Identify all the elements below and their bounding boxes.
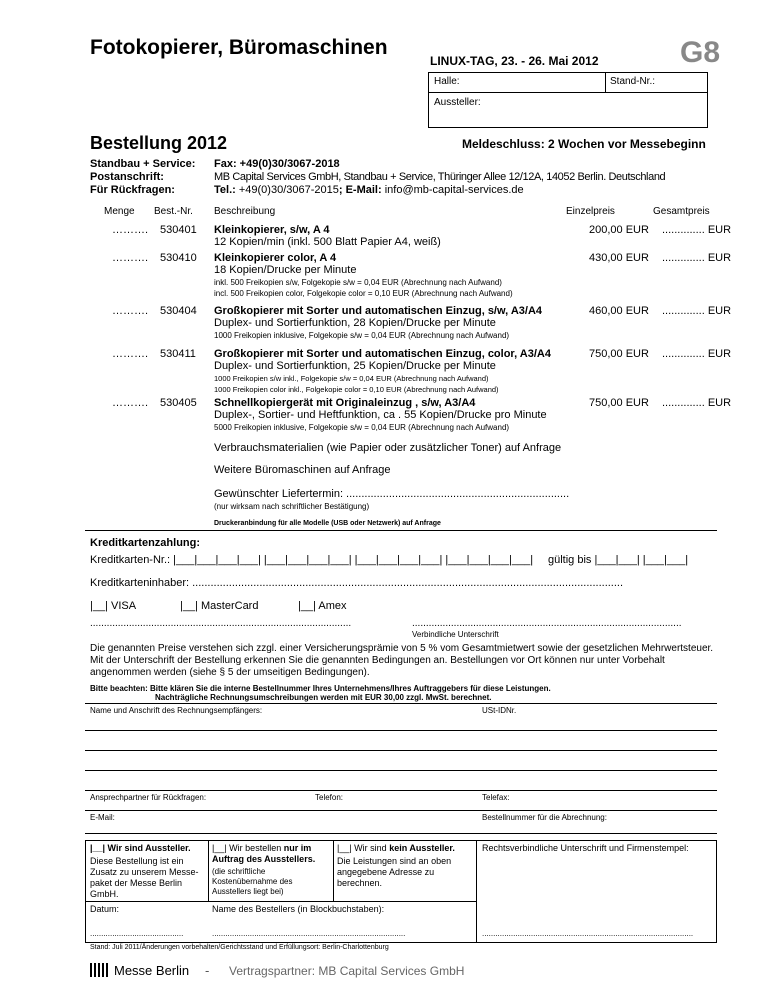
event-name: LINUX-TAG, 23. - 26. Mai 2012 <box>430 54 599 68</box>
order-title: Bestellung 2012 <box>90 133 228 153</box>
column-header-qty: Menge <box>104 206 135 217</box>
divider <box>85 901 476 902</box>
messe-berlin-logo-icon <box>90 963 110 982</box>
separator: ; <box>338 184 346 196</box>
column-header-desc: Beschreibung <box>214 206 276 217</box>
option-on-behalf-note: (die schriftliche Kostenübernahme des Ausstellers liegt bei) <box>212 867 293 896</box>
printer-note: Druckeranbindung für alle Modelle (USB oder Netzwerk) auf Anfrage <box>214 520 441 527</box>
article-number: 530401 <box>160 224 197 236</box>
order-number-field[interactable]: Bestellnummer für die Abrechnung: <box>482 813 607 822</box>
billing-name-field[interactable]: Name und Anschrift des Rechnungsempfängers: <box>90 706 263 715</box>
qty-field[interactable]: ………. <box>112 252 149 264</box>
contact-person-field[interactable]: Ansprechpartner für Rückfragen: <box>90 793 207 802</box>
item-desc: Duplex- und Sortierfunktion, 25 Kopien/Drucke per Minute <box>214 360 496 372</box>
divider <box>476 840 477 943</box>
terms-text: Die genannten Preise verstehen sich zzgl. einer Versicherungsprämie von 5 % vom Gesamtmietwert sowie der gesetzlichen Mehrwertsteuer. Mit der Unterschrift der Bestellung erkennen Sie die genannten Bedingungen an. Bestellungen vor Ort können nur unter Vorbehalt angenommen werden (siehe § 5 der umseitigen Bedingungen). <box>90 643 714 678</box>
form-title: Fotokopierer, Büromaschinen <box>90 36 388 59</box>
date-line[interactable]: .......................................... <box>90 929 184 938</box>
divider <box>333 840 334 901</box>
divider <box>605 72 606 92</box>
unit-price: 200,00 EUR <box>589 224 649 236</box>
form-code: G8 <box>680 36 721 69</box>
divider <box>85 790 717 791</box>
card-number-field[interactable]: Kreditkarten-Nr.: |___|___|___|___| |___|___|___|___| |___|___|___|___| |___|___|___|___| <box>90 554 534 566</box>
phone-field[interactable]: Telefon: <box>315 793 344 802</box>
unit-price: 460,00 EUR <box>589 305 649 317</box>
footer-stand-note: Stand: Juli 2011/Änderungen vorbehalten/Gerichtsstand und Erfüllungsort: Berlin-Charlottenburg <box>90 944 389 951</box>
contact-label-2: Postanschrift: <box>90 171 164 183</box>
date-field[interactable]: Datum: <box>90 904 120 914</box>
contract-partner: Vertragspartner: MB Capital Services GmbH <box>229 964 465 978</box>
divider <box>85 770 717 771</box>
exhibitor-field[interactable]: Aussteller: <box>434 97 481 108</box>
item-desc: Duplex-, Sortier- und Heftfunktion, ca . 55 Kopien/Drucke pro Minute <box>214 409 547 421</box>
delivery-note: (nur wirksam nach schriftlicher Bestätigung) <box>214 502 370 511</box>
item-desc: Duplex- und Sortierfunktion, 28 Kopien/Drucke per Minute <box>214 317 496 329</box>
item-name: Kleinkopierer color, A 4 <box>214 252 337 264</box>
qty-field[interactable]: ………. <box>112 224 149 236</box>
unit-price: 750,00 EUR <box>589 397 649 409</box>
delivery-date-field[interactable]: Gewünschter Liefertermin: ......................................................................... <box>214 488 570 500</box>
vat-id-field[interactable]: USt-IDNr. <box>482 706 517 715</box>
column-header-unit-price: Einzelpreis <box>566 206 615 217</box>
article-number: 530410 <box>160 252 197 264</box>
option-no-exhibitor-checkbox[interactable] <box>337 843 455 853</box>
card-expiry-field[interactable]: gültig bis |___|___| |___|___| <box>548 554 689 566</box>
credit-card-title: Kreditkartenzahlung: <box>90 537 201 549</box>
notice: Nachträgliche Rechnungsumschreibungen werden mit EUR 30,00 zzgl. MwSt. berechnet. <box>155 693 492 702</box>
card-holder-field[interactable]: Kreditkarteninhaber: ............................................................................................................................................. <box>90 577 624 589</box>
article-number: 530405 <box>160 397 197 409</box>
hall-field[interactable]: Halle: <box>434 76 460 87</box>
item-note: 1000 Freikopien color inkl., Folgekopie color = 0,10 EUR (Abrechnung nach Aufwand) <box>214 385 499 394</box>
email-label: E-Mail: <box>345 184 382 196</box>
option-on-behalf-checkbox[interactable] <box>212 843 330 865</box>
signature-stamp-line[interactable]: ............................................................................................... <box>482 929 694 938</box>
signature-line[interactable]: ................................................................................................. <box>412 618 682 629</box>
divider <box>85 730 717 731</box>
total-field[interactable]: .............. EUR <box>662 348 732 360</box>
divider <box>85 750 717 751</box>
total-field[interactable]: .............. EUR <box>662 305 732 317</box>
company-stamp-field[interactable]: Rechtsverbindliche Unterschrift und Firmenstempel: <box>482 843 689 853</box>
email-address[interactable]: info@mb-capital-services.de <box>381 184 524 196</box>
divider <box>85 833 717 834</box>
option-on-behalf-bold: nur im Auftrag des Ausstellers. <box>212 843 316 864</box>
divider <box>208 840 209 901</box>
email-field[interactable]: E-Mail: <box>90 813 115 822</box>
total-field[interactable]: .............. EUR <box>662 224 732 236</box>
qty-field[interactable]: ………. <box>112 305 149 317</box>
unit-price: 430,00 EUR <box>589 252 649 264</box>
notice: Bitte beachten: Bitte klären Sie die interne Bestellnummer Ihres Unternehmens/Ihres Auftraggebers für diese Leistungen. <box>90 684 551 693</box>
item-note: inkl. 500 Freikopien s/w, Folgekopie s/w = 0,04 EUR (Abrechnung nach Aufwand) <box>214 278 502 287</box>
item-note: 5000 Freikopien inklusive, Folgekopie s/w = 0,04 EUR (Abrechnung nach Aufwand) <box>214 423 510 432</box>
stand-field[interactable]: Stand-Nr.: <box>610 76 656 87</box>
option-exhibitor-checkbox[interactable]: |__| Wir sind Aussteller. <box>90 843 191 853</box>
signature-line[interactable]: .............................................................................................. <box>90 618 352 629</box>
footer-dash: - <box>205 963 210 978</box>
qty-field[interactable]: ………. <box>112 397 149 409</box>
qty-field[interactable]: ………. <box>112 348 149 360</box>
tel-number: +49(0)30/3067-2015 <box>235 184 339 196</box>
total-field[interactable]: .............. EUR <box>662 397 732 409</box>
orderer-name-line[interactable]: ....................................................................................... <box>212 929 406 938</box>
total-field[interactable]: .............. EUR <box>662 252 732 264</box>
tel-label: Tel.: <box>214 184 236 196</box>
unit-price: 750,00 EUR <box>589 348 649 360</box>
divider <box>85 703 717 704</box>
option-no-exhibitor-text: Die Leistungen sind an oben angegebene Adresse zu berechnen. <box>337 856 452 888</box>
option-no-exhibitor-prefix: |__| Wir sind <box>337 843 390 853</box>
item-name: Großkopierer mit Sorter und automatischen Einzug, color, A3/A4 <box>214 348 551 360</box>
option-on-behalf-prefix: |__| Wir bestellen <box>212 843 284 853</box>
fax-number: Fax: +49(0)30/3067-2018 <box>214 158 340 170</box>
item-name: Kleinkopierer, s/w, A 4 <box>214 224 330 236</box>
item-note: 1000 Freikopien inklusive, Folgekopie s/w = 0,04 EUR (Abrechnung nach Aufwand) <box>214 331 510 340</box>
option-no-exhibitor-bold: kein Aussteller. <box>389 843 455 853</box>
item-name: Schnellkopiergerät mit Originaleinzug , s/w, A3/A4 <box>214 397 476 409</box>
signature-label: Verbindliche Unterschrift <box>412 630 499 639</box>
brand-name: Messe Berlin <box>114 963 190 978</box>
article-number: 530404 <box>160 305 197 317</box>
visa-checkbox[interactable]: |__| VISA <box>90 600 137 612</box>
divider <box>85 810 717 811</box>
column-header-nr: Best.-Nr. <box>154 206 193 217</box>
orderer-name-field[interactable]: Name des Bestellers (in Blockbuchstaben): <box>212 904 385 914</box>
consumables-note: Verbrauchsmaterialien (wie Papier oder zusätzlicher Toner) auf Anfrage <box>214 442 562 454</box>
more-machines-note: Weitere Büromaschinen auf Anfrage <box>214 464 391 476</box>
fax-field[interactable]: Telefax: <box>482 793 510 802</box>
column-header-total: Gesamtpreis <box>653 206 710 217</box>
amex-checkbox[interactable]: |__| Amex <box>298 600 347 612</box>
divider <box>85 530 717 531</box>
postal-address: MB Capital Services GmbH, Standbau + Service, Thüringer Allee 12/12A, 14052 Berlin. Deutschland <box>214 171 666 183</box>
contact-label-3: Für Rückfragen: <box>90 184 175 196</box>
contact-line <box>214 184 524 196</box>
article-number: 530411 <box>160 348 196 360</box>
divider <box>428 92 708 93</box>
option-exhibitor-text: Diese Bestellung ist ein Zusatz zu unserem Messe-paket der Messe Berlin GmbH. <box>90 856 199 899</box>
deadline: Meldeschluss: 2 Wochen vor Messebeginn <box>462 137 706 151</box>
item-name: Großkopierer mit Sorter und automatischen Einzug, s/w, A3/A4 <box>214 305 543 317</box>
item-desc: 18 Kopien/Drucke per Minute <box>214 264 357 276</box>
item-note: incl. 500 Freikopien color, Folgekopie color = 0,10 EUR (Abrechnung nach Aufwand) <box>214 289 513 298</box>
item-note: 1000 Freikopien s/w inkl., Folgekopie s/w = 0,04 EUR (Abrechnung nach Aufwand) <box>214 374 489 383</box>
item-desc: 12 Kopien/min (inkl. 500 Blatt Papier A4, weiß) <box>214 236 441 248</box>
mastercard-checkbox[interactable]: |__| MasterCard <box>180 600 259 612</box>
contact-label-1: Standbau + Service: <box>90 158 196 170</box>
